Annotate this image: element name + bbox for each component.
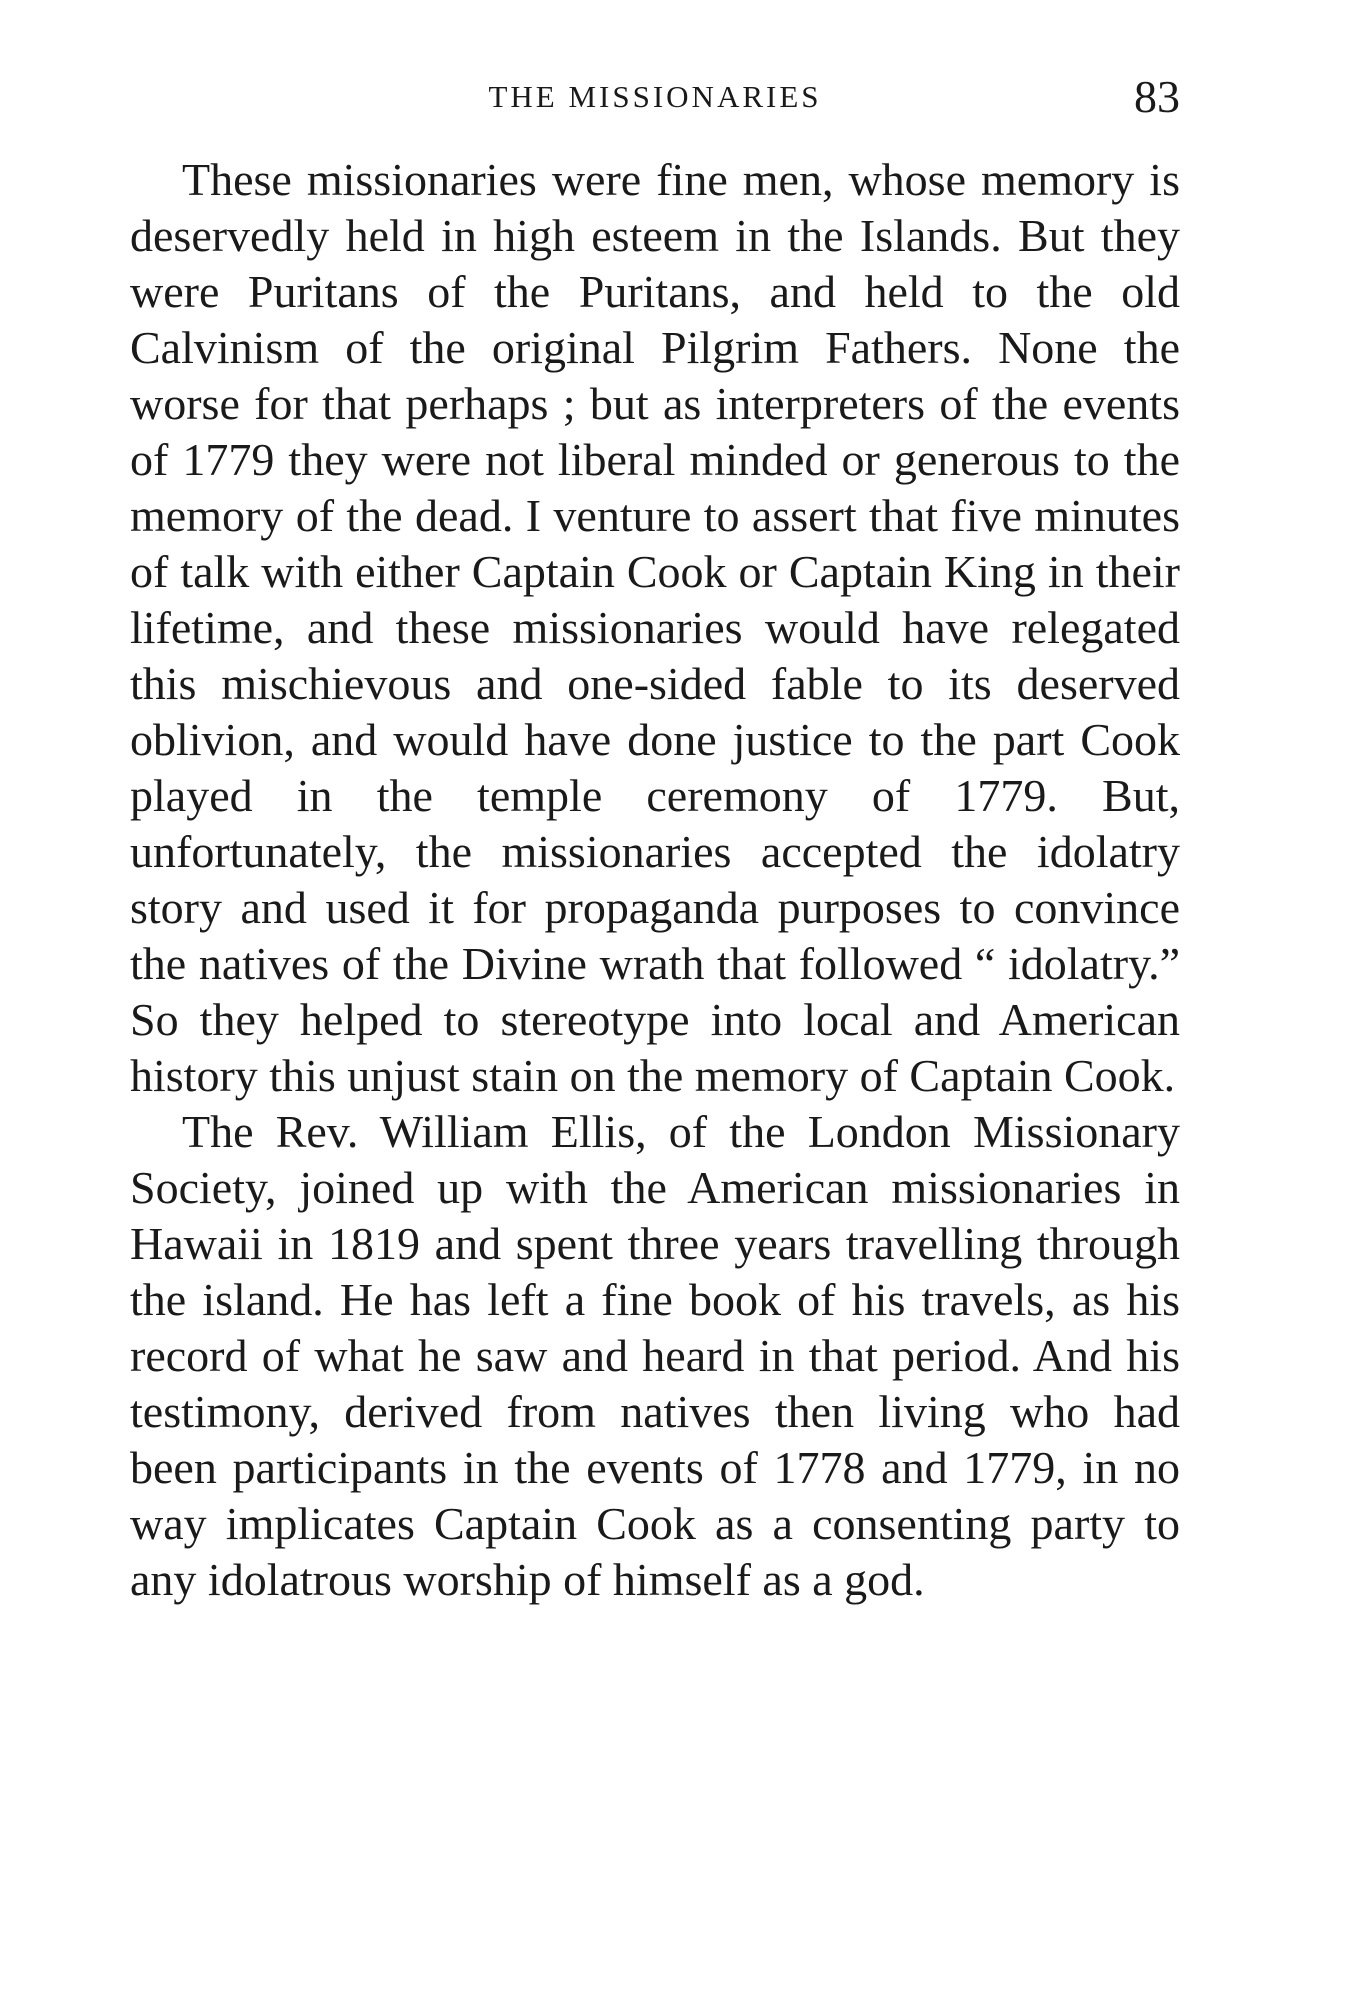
body-text [130,152,1180,1608]
page-number: 83 [1134,71,1180,122]
paragraph-1: These missionaries were fine men, whose memory is deservedly held in high esteem in the Islands. But they were Puritans of the Puritans, and held to the old Calvinism of the original Pilgrim Fathers. None the worse for that perhaps ; but as interpreters of the events of 1779 they were not liberal minded or generous to the memory of the dead. I venture to assert that five minutes of talk with either Captain Cook or Captain King in their lifetime, and these missionaries would have relegated this mischievous and one-sided fable to its deserved oblivion, and would have done justice to the part Cook played in the temple ceremony of 1779. But, unfortunately, the missionaries accepted the idolatry story and used it for propaganda purposes to convince the natives of the Divine wrath that followed “ idolatry.” So they helped to stereotype into local and American history this unjust stain on the memory of Captain Cook. [130,154,1180,1101]
paragraph-2: The Rev. William Ellis, of the London Missionary Society, joined up with the American missionaries in Hawaii in 1819 and spent three years travelling through the island. He has left a fine book of his travels, as his record of what he saw and heard in that period. And his testimony, derived from natives then living who had been participants in the events of 1778 and 1779, in no way implicates Captain Cook as a consenting party to any idolatrous worship of himself as a god. [130,1106,1180,1605]
running-title: THE MISSIONARIES [488,79,822,114]
running-head [130,72,1180,122]
